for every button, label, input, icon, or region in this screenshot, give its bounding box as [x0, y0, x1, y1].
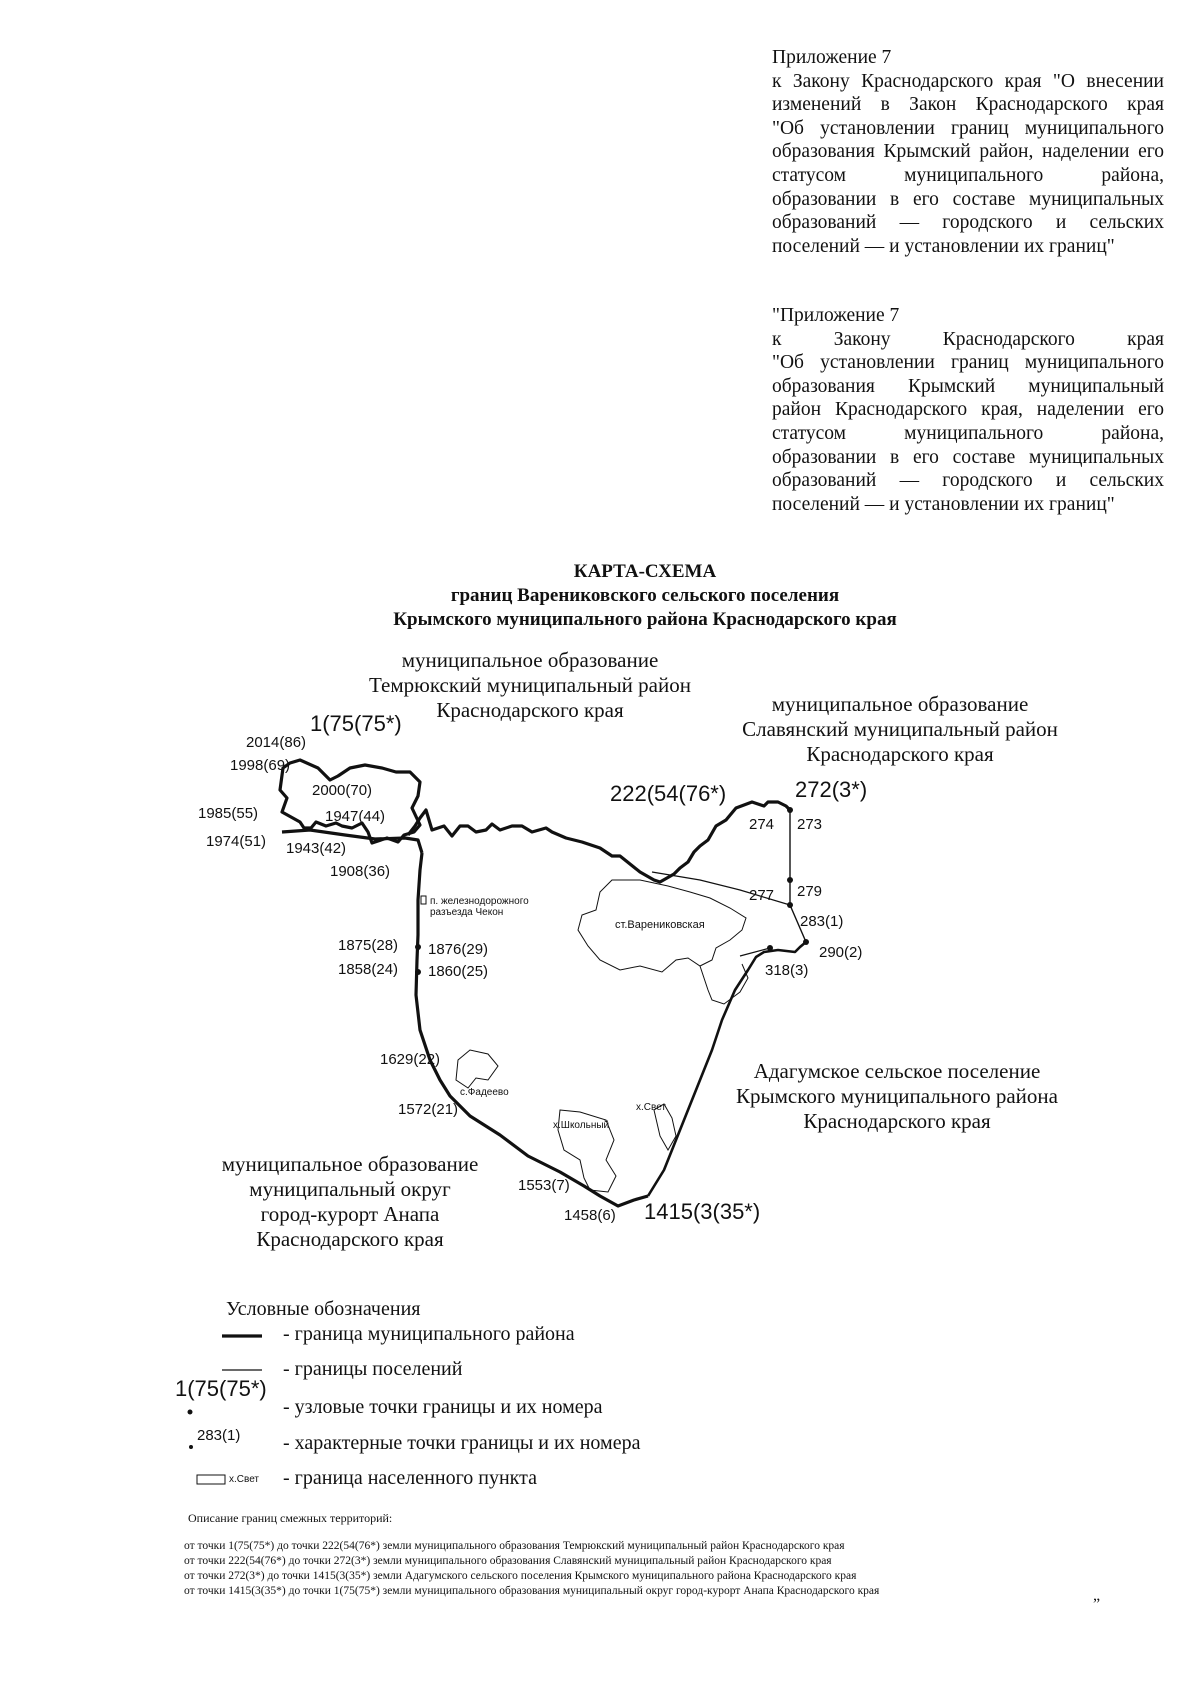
annex-line: изменений в Закон Краснодарского края: [772, 94, 1164, 116]
neighbor-line: муниципальное образование: [221, 1152, 479, 1176]
annex-line: к Закону Краснодарского края "О внесении: [772, 70, 1164, 92]
point-label: 1943(42): [286, 840, 347, 857]
description-title: Описание границ смежных территорий:: [188, 1511, 393, 1525]
legend-district-border: [175, 1323, 775, 1353]
point-label: 283(1): [800, 913, 844, 930]
settlement-varenikovskaya: ст.Варениковская: [615, 919, 705, 931]
legend-label: - характерные точки границы и их номера: [283, 1432, 641, 1454]
point-marker: [415, 969, 421, 975]
neighbor-line: Краснодарского края: [256, 1227, 444, 1251]
neighbor-line: Славянский муниципальный район: [742, 717, 1058, 741]
annex-line: "Об установлении границ муниципального: [772, 352, 1164, 374]
annex-line: образования Крымский муниципальный: [772, 375, 1164, 397]
point-marker: [787, 807, 793, 813]
node-point-label: 1415(3(35*): [644, 1199, 761, 1224]
legend-node-sample: 1(75(75*): [175, 1376, 267, 1401]
annex-line: поселений — и установлении их границ": [772, 493, 1115, 515]
annex-line: образовании в его составе муниципальных: [772, 188, 1164, 210]
description-line: от точки 1415(3(35*) до точки 1(75(75*) земли муниципального образования муниципальный округ город-курорт Анапа Краснодарского края: [184, 1585, 880, 1597]
neighbor-line: Темрюкский муниципальный район: [369, 673, 691, 697]
point-label: 2014(86): [246, 734, 307, 751]
neighbor-anapa: [200, 1152, 500, 1252]
description-line: от точки 1(75(75*) до точки 222(54(76*) земли муниципального образования Темрюкский муниципальный район Краснодарского края: [184, 1540, 845, 1552]
locality-boundary: [456, 1050, 498, 1088]
annex-line: образования Крымский район, наделении его: [772, 141, 1164, 163]
closing-quote: „: [1093, 1587, 1101, 1604]
point-label: 279: [797, 883, 823, 900]
neighbor-adagum: [712, 1059, 1082, 1134]
annex-line: район Краснодарского края, наделении его: [772, 399, 1164, 421]
point-marker: [803, 939, 809, 945]
locality-boundary: [421, 896, 426, 904]
annex-line: статусом муниципального района,: [772, 164, 1164, 186]
point-marker: [415, 944, 421, 950]
legend-title: Условные обозначения: [226, 1298, 421, 1320]
settlement-chekon: п. железнодорожного разъезда Чекон: [430, 896, 529, 918]
legend-char-sample: 283(1): [197, 1427, 241, 1444]
point-label: 1985(55): [198, 805, 259, 822]
point-marker: [787, 902, 793, 908]
neighbor-line: Краснодарского края: [436, 698, 624, 722]
map-subtitle: границ Варениковского сельского поселения: [450, 585, 840, 606]
point-label: 1458(6): [564, 1207, 616, 1224]
annex-line: к Закону Краснодарского края: [772, 328, 1164, 350]
annex-line: "Приложение 7: [772, 305, 900, 326]
annex-line: образований — городского и сельских: [772, 212, 1164, 234]
legend-label: - граница муниципального района: [283, 1323, 575, 1345]
point-label: 1908(36): [330, 863, 391, 880]
neighbor-line: Крымского муниципального района: [736, 1084, 1058, 1108]
annex-line: поселений — и установлении их границ": [772, 235, 1115, 257]
legend-label: - границы поселений: [283, 1358, 463, 1380]
point-label: 290(2): [819, 944, 863, 961]
settlement-svet: х.Свет: [636, 1102, 667, 1113]
legend-char-points: [175, 1432, 775, 1462]
annex-line: "Об установлении границ муниципального: [772, 117, 1164, 139]
legend-locality-border: [175, 1467, 775, 1497]
neighbor-line: Краснодарского края: [806, 742, 994, 766]
point-label: 1629(22): [380, 1051, 441, 1068]
point-label: 277: [749, 887, 775, 904]
neighbor-line: город-курорт Анапа: [260, 1202, 440, 1226]
neighbor-line: Адагумское сельское поселение: [753, 1059, 1041, 1083]
node-point-label: 272(3*): [795, 777, 868, 802]
district-boundary: [408, 802, 790, 882]
node-point-label: 1(75(75*): [310, 711, 402, 736]
point-label: 318(3): [765, 962, 809, 979]
point-label: 1947(44): [325, 808, 386, 825]
description-line: от точки 222(54(76*) до точки 272(3*) земли муниципального образования Славянский муниципальный район Краснодарского края: [184, 1555, 832, 1567]
legend-node-points: [175, 1396, 775, 1426]
point-label: 1998(69): [230, 757, 291, 774]
annex-line: образований — городского и сельских: [772, 470, 1164, 492]
point-label: 1553(7): [518, 1177, 570, 1194]
neighbor-slavyansk: [720, 692, 1080, 767]
point-label: 2000(70): [312, 782, 373, 799]
point-label: 1572(21): [398, 1101, 459, 1118]
settlement-fadeevo: с.Фадеево: [460, 1087, 509, 1098]
neighbor-temryuk: [350, 648, 710, 723]
point-label: 1876(29): [428, 941, 489, 958]
legend-label: - узловые точки границы и их номера: [283, 1396, 603, 1418]
annex-line: образовании в его составе муниципальных: [772, 446, 1164, 468]
point-marker: [767, 945, 773, 951]
annex-line: Приложение 7: [772, 47, 892, 68]
legend-label: - граница населенного пункта: [283, 1467, 537, 1489]
settlement-shkolny: х.Школьный: [553, 1120, 610, 1131]
annex-line: статусом муниципального района,: [772, 422, 1164, 444]
neighbor-line: муниципальный округ: [249, 1177, 451, 1201]
node-point-label: 222(54(76*): [610, 781, 727, 806]
neighbor-line: Краснодарского края: [803, 1109, 991, 1133]
point-marker: [787, 877, 793, 883]
point-label: 1974(51): [206, 833, 267, 850]
map-subtitle: Крымского муниципального района Краснодарского края: [393, 609, 897, 630]
point-label: 273: [797, 816, 823, 833]
map-title: КАРТА-СХЕМА: [573, 561, 717, 582]
legend-locality-sample-label: х.Свет: [229, 1474, 260, 1485]
point-label: 274: [749, 816, 775, 833]
point-label: 1860(25): [428, 963, 489, 980]
locality-boundary: [700, 964, 748, 1004]
neighbor-line: муниципальное образование: [771, 692, 1029, 716]
description-line: от точки 272(3*) до точки 1415(3(35*) земли Адагумского сельского поселения Крымского муниципального района Краснодарского края: [184, 1570, 857, 1582]
point-label: 1858(24): [338, 961, 399, 978]
neighbor-line: муниципальное образование: [401, 648, 659, 672]
point-label: 1875(28): [338, 937, 399, 954]
